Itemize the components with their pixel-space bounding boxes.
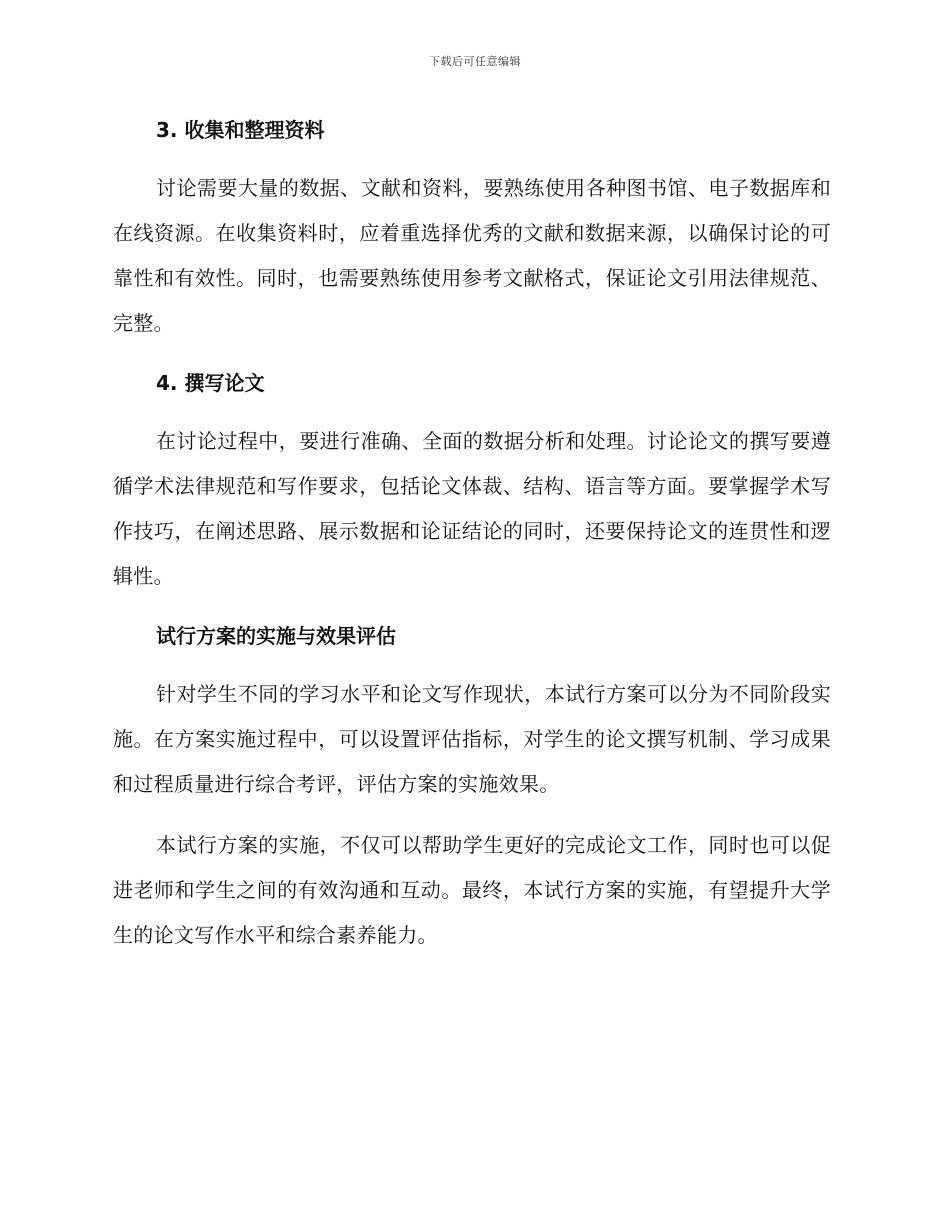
paragraph-implementation-outcome: 本试行方案的实施，不仅可以帮助学生更好的完成论文工作，同时也可以促进老师和学生之间的有效沟通和互动。最终，本试行方案的实施，有望提升大学生的论文写作水平和综合素养能力。 [113, 833, 831, 947]
paragraph-collect-materials: 讨论需要大量的数据、文献和资料，要熟练使用各种图书馆、电子数据库和在线资源。在收集资料时，应着重选择优秀的文献和数据来源，以确保讨论的可靠性和有效性。同时，也需要熟练使用参考文献格式，保证论文引用法律规范、完整。 [113, 176, 831, 335]
page-header: 下载后可任意编辑 [429, 55, 521, 68]
section-heading-write-paper: 4. 撰写论文 [156, 371, 265, 395]
document-body [113, 108, 831, 958]
paragraph-implementation-stages: 针对学生不同的学习水平和论文写作现状，本试行方案可以分为不同阶段实施。在方案实施过程中，可以设置评估指标，对学生的论文撰写机制、学习成果和过程质量进行综合考评，评估方案的实施效果。 [113, 682, 831, 796]
section-heading-collect-materials: 3. 收集和整理资料 [156, 118, 325, 142]
paragraph-write-paper: 在讨论过程中，要进行准确、全面的数据分析和处理。讨论论文的撰写要遵循学术法律规范和写作要求，包括论文体裁、结构、语言等方面。要掌握学术写作技巧，在阐述思路、展示数据和论证结论的同时，还要保持论文的连贯性和逻辑性。 [113, 429, 831, 588]
section-heading-implementation-evaluation: 试行方案的实施与效果评估 [156, 624, 396, 648]
